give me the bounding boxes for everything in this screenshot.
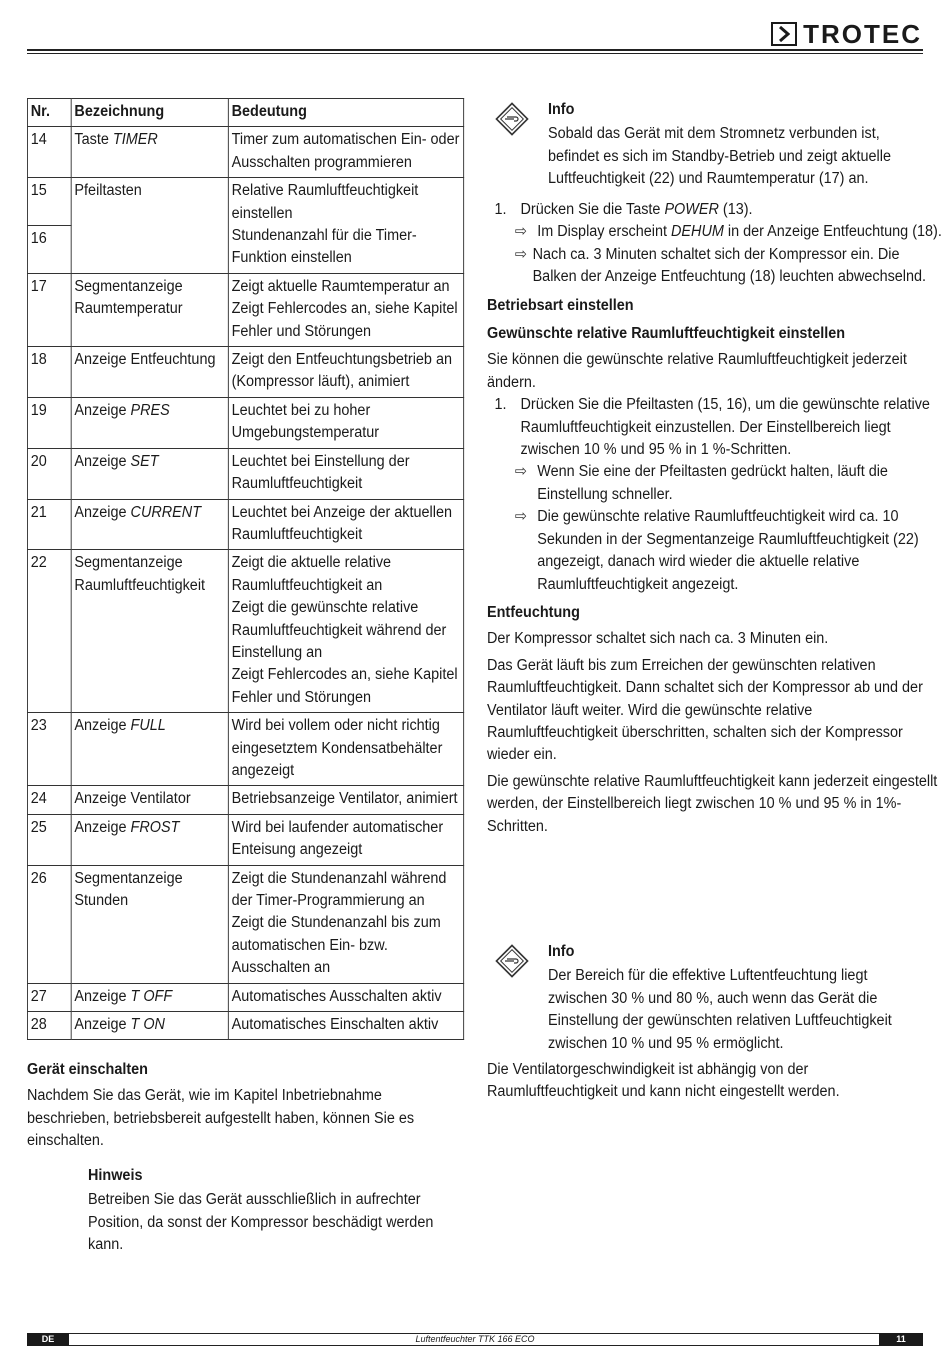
cell-bezeichnung: [71, 397, 228, 448]
section-heading: Betriebsart einstellen: [487, 296, 634, 314]
spec-table: [27, 98, 464, 1040]
arrow-right-icon: ⇨: [514, 463, 527, 481]
cell-nr: 15: [27, 178, 71, 226]
switch-on-section: [27, 1059, 446, 1153]
result-text: Wenn Sie eine der Pfeiltasten gedrückt halten, läuft die Einstellung schneller.: [537, 463, 888, 503]
header-rule-thin: [27, 53, 923, 54]
step-text: Drücken Sie die Pfeiltasten (15, 16), um die gewünschte relative Raumluftfeuchtigkeit einzustellen. Der Einstellbereich liegt zwischen 10 % und 95 % in 1 %-Schritten.: [520, 396, 930, 459]
cell-bezeichnung: [71, 178, 228, 274]
cell-bezeichnung: [71, 786, 228, 814]
result-text: [532, 221, 942, 243]
result-item: [487, 506, 945, 596]
cell-bedeutung: Leuchtet bei zu hoher Umgebungstemperatur: [228, 397, 463, 448]
cell-nr: 20: [27, 448, 71, 499]
label-text: Segmentanzeige Raumluftfeuchtigkeit: [74, 554, 206, 594]
label-text: Taste: [74, 131, 113, 149]
table-row: [27, 786, 463, 814]
note-text: Betreiben Sie das Gerät ausschließlich in aufrechter Position, da sonst der Kompressor beschädigt werden kann.: [88, 1191, 434, 1254]
label-text: Anzeige: [74, 818, 131, 836]
cell-bedeutung: Zeigt den Entfeuchtungsbetrieb an (Kompressor läuft), animiert: [228, 347, 463, 398]
brand-name: TROTEC: [803, 19, 922, 49]
paragraph: Nachdem Sie das Gerät, wie im Kapitel Inbetriebnahme beschrieben, betriebsbereit aufgestellt haben, können Sie es einschalten.: [27, 1087, 415, 1150]
table-body: [27, 127, 463, 1040]
cell-nr: 26: [27, 865, 71, 983]
step-text-part: Drücken Sie die Taste: [520, 201, 665, 218]
cell-bezeichnung: [71, 983, 228, 1011]
step-item: [487, 199, 945, 221]
table-row: [27, 397, 463, 448]
label-text: Segmentanzeige Raumtemperatur: [74, 277, 183, 318]
section-heading: Entfeuchtung: [487, 603, 580, 621]
step-number: 1.: [494, 201, 507, 218]
info-icon: [495, 944, 529, 978]
info-text: Sobald das Gerät mit dem Stromnetz verbunden ist, befindet es sich im Standby-Betrieb und zeigt aktuelle Luftfeuchtigkeit (22) und Raumtemperatur (17) an.: [548, 125, 891, 188]
info-heading: Info: [548, 101, 575, 118]
table-row: [27, 865, 463, 983]
display-label: T ON: [130, 1016, 165, 1034]
cell-bedeutung: Leuchtet bei Einstellung der Raumluftfeuchtigkeit: [228, 448, 463, 499]
cell-nr: 27: [27, 983, 71, 1011]
info-heading: Info: [548, 943, 575, 960]
right-main-text: [487, 199, 945, 838]
info-box-1: [548, 99, 925, 191]
cell-bedeutung: Zeigt aktuelle Raumtemperatur an Zeigt Fehlercodes an, siehe Kapitel Fehler und Störungen: [228, 273, 463, 346]
step-number: 1.: [494, 396, 507, 414]
info-icon: [495, 102, 529, 136]
result-item: [487, 461, 945, 506]
table-row: [27, 273, 463, 346]
result-item: [487, 221, 945, 243]
note-heading: Hinweis: [88, 1167, 143, 1184]
cell-bezeichnung: [71, 127, 228, 178]
table-row: [27, 713, 463, 786]
label-text: Anzeige Ventilator: [74, 790, 191, 808]
label-text: Anzeige Entfeuchtung: [74, 351, 216, 369]
cell-bezeichnung: [71, 499, 228, 550]
cell-bedeutung: Wird bei vollem oder nicht richtig eingesetztem Kondensatbehälter angezeigt: [228, 713, 463, 786]
cell-nr: 18: [27, 347, 71, 398]
label-text: Pfeiltasten: [74, 182, 142, 200]
display-code: DEHUM: [671, 223, 724, 241]
display-label: CURRENT: [130, 503, 202, 521]
paragraph: Der Kompressor schaltet sich nach ca. 3 Minuten ein.: [487, 630, 829, 648]
section-heading: Gerät einschalten: [27, 1061, 148, 1078]
cell-nr: 22: [27, 550, 71, 713]
cell-nr: 19: [27, 397, 71, 448]
cell-bedeutung: Wird bei laufender automatischer Enteisung angezeigt: [228, 814, 463, 865]
column-header-bedeutung: Bedeutung: [228, 99, 463, 127]
table-row: [27, 550, 463, 713]
result-item: [487, 244, 945, 289]
column-header-nr: Nr.: [27, 99, 71, 127]
paragraph: Die gewünschte relative Raumluftfeuchtigkeit kann jederzeit eingestellt werden, der Einstellbereich liegt zwischen 10 % und 95 % in 1%-Schritten.: [487, 772, 938, 835]
cell-nr: 28: [27, 1012, 71, 1040]
step-text-part: (13).: [718, 201, 753, 218]
display-label: PRES: [130, 401, 170, 419]
brand-logo: [771, 20, 922, 48]
trotec-logo-icon: [771, 22, 797, 46]
label-text: Anzeige: [74, 987, 131, 1005]
label-text: Anzeige: [74, 503, 131, 521]
cell-bezeichnung: [71, 550, 228, 713]
table-row: [27, 347, 463, 398]
paragraph: Sie können die gewünschte relative Raumluftfeuchtigkeit jederzeit ändern.: [487, 351, 907, 391]
table-header-row: [27, 99, 463, 127]
cell-bezeichnung: [71, 713, 228, 786]
fan-paragraph: [487, 1059, 924, 1104]
header-rule: [27, 49, 923, 51]
cell-bedeutung: Relative Raumluftfeuchtigkeit einstellen Stundenanzahl für die Timer-Funktion einstellen: [228, 178, 463, 274]
cell-bedeutung: Betriebsanzeige Ventilator, animiert: [228, 786, 463, 814]
cell-nr: 24: [27, 786, 71, 814]
table-row: [27, 499, 463, 550]
cell-bezeichnung: [71, 1012, 228, 1040]
result-text: Die gewünschte relative Raumluftfeuchtigkeit wird ca. 10 Sekunden in der Segmentanzeige Raumluftfeuchtigkeit (22) angezeigt, danach wird wieder die aktuelle relative Raumluftfeuchtigkeit angezeigt.: [537, 508, 919, 593]
cell-nr: 21: [27, 499, 71, 550]
cell-nr: 16: [27, 226, 71, 274]
table-row: [27, 814, 463, 865]
key-name: POWER: [664, 201, 719, 218]
table-row: [27, 448, 463, 499]
table-row: [27, 983, 463, 1011]
arrow-right-icon: ⇨: [514, 245, 527, 263]
arrow-right-icon: ⇨: [514, 508, 527, 526]
step-text: [520, 199, 752, 221]
info-box-2: [548, 941, 925, 1055]
cell-bedeutung: Timer zum automatischen Ein- oder Ausschalten programmieren: [228, 127, 463, 178]
arrow-right-icon: ⇨: [514, 223, 527, 241]
cell-bezeichnung: [71, 347, 228, 398]
table-row: [27, 127, 463, 178]
cell-nr: 14: [27, 127, 71, 178]
cell-bezeichnung: [71, 865, 228, 983]
label-text: Anzeige: [74, 401, 131, 419]
cell-nr: 23: [27, 713, 71, 786]
label-text: Anzeige: [74, 1016, 131, 1034]
page-number: 11: [879, 1333, 923, 1346]
cell-bedeutung: Zeigt die Stundenanzahl während der Timer-Programmierung an Zeigt die Stundenanzahl bis zum automatischen Ein- bzw. Ausschalten an: [228, 865, 463, 983]
cell-nr: 25: [27, 814, 71, 865]
display-label: FULL: [130, 717, 166, 735]
table-row: [27, 178, 463, 226]
note-box: [88, 1165, 455, 1257]
info-text: Der Bereich für die effektive Luftentfeuchtung liegt zwischen 30 % und 80 %, auch wenn das Gerät die Einstellung der gewünschten relativen Luftfeuchtigkeit zwischen 10 % und 95 % ermöglicht.: [548, 967, 892, 1052]
footer-language: DE: [27, 1333, 69, 1346]
cell-bedeutung: Leuchtet bei Anzeige der aktuellen Raumluftfeuchtigkeit: [228, 499, 463, 550]
display-label: FROST: [130, 818, 180, 836]
label-text: Anzeige: [74, 717, 131, 735]
footer-title: Luftentfeuchter TTK 166 ECO: [415, 1334, 535, 1344]
cell-bedeutung: Automatisches Einschalten aktiv: [228, 1012, 463, 1040]
result-text-part: Im Display erscheint: [537, 223, 672, 241]
subsection-heading: Gewünschte relative Raumluftfeuchtigkeit einstellen: [487, 325, 846, 343]
cell-bedeutung: Automatisches Ausschalten aktiv: [228, 983, 463, 1011]
step-item: [487, 394, 945, 461]
cell-nr: 17: [27, 273, 71, 346]
cell-bezeichnung: [71, 273, 228, 346]
cell-bezeichnung: [71, 448, 228, 499]
cell-bedeutung: Zeigt die aktuelle relative Raumluftfeuchtigkeit an Zeigt die gewünschte relative Raumluftfeuchtigkeit während der Einstellung an Zeigt Fehlercodes an, siehe Kapitel Fehler und Störungen: [228, 550, 463, 713]
paragraph: Die Ventilatorgeschwindigkeit ist abhängig von der Raumluftfeuchtigkeit und kann nicht eingestellt werden.: [487, 1061, 840, 1101]
display-label: SET: [130, 452, 159, 470]
table-row: [27, 1012, 463, 1040]
label-text: Segmentanzeige Stunden: [74, 869, 183, 909]
paragraph: Das Gerät läuft bis zum Erreichen der gewünschten relativen Raumluftfeuchtigkeit. Dann schaltet sich der Kompressor ab und der Ventilator läuft weiter. Wird die gewünschte relative Raumluftfeuchtigkeit überschritten, schalten sich der Kompressor wieder ein.: [487, 656, 923, 764]
label-text: Anzeige: [74, 452, 131, 470]
cell-bezeichnung: [71, 814, 228, 865]
result-text: Nach ca. 3 Minuten schaltet sich der Kompressor ein. Die Balken der Anzeige Entfeuchtung (18) leuchten abwechselnd.: [532, 245, 927, 286]
display-label: TIMER: [112, 131, 158, 149]
display-label: T OFF: [130, 987, 173, 1005]
column-header-bezeichnung: Bezeichnung: [71, 99, 228, 127]
result-text-part: in der Anzeige Entfeuchtung (18).: [723, 223, 942, 241]
